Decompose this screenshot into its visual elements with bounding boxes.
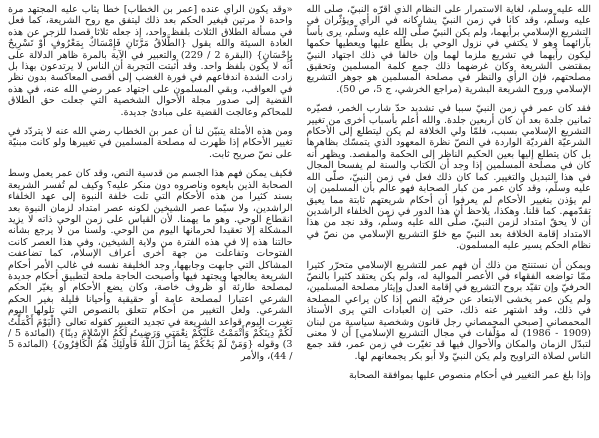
text-column-left [307, 4, 592, 438]
paragraph: ويمكن أن نستنتج من ذلك أن فهم عمر للتشريع الإسلامي متحرّر كثيرا ممّا تواضعه الفقهاء في الأعصر الموالية له، ولم يكن يعتقد كثيرا بالنصّ الحرفيّ وإن تقيّد بروح التشريع في إقامة العدل وإيثار مصلحة المسلمين، ولم يكن عمر يخشى الابتعاد عن حرفيّة النص إذا كان يراعي المصلحة في ذلك، وقد اشتهر عنه ذلك، حتى إن العبادات التي يرى الأستاذ المحمصاني [صبحي المحمصاني رجل قانون وشخصية سياسية من لبنان (1909 - 1986) له مؤلّفات في مجال التشريع الإسلامي] أن لا معنى لتبدّل الزمان والمكان والأحوال فيها قد تغيّرت في زمن عمر، فقد جمع الناس لصلاة التراويح ولم يكن النبيّ ولا أبو بكر يجمعانهم لها. [306, 259, 591, 362]
paragraph: فكيف يمكن فهم هذا الجسم من قدسية النص، وقد كان عمر يعمل وسط الصحابة الذين بايعوه وناصروه دون منكر عليه؟ وكيف لم تُفسر الشريعة بسند كثيرا من هذه الأحكام التي تلت خلفة النبوة إلى عهد الخلفاء الراشدين، ولا سيّما عصر الشيخين لكونه عصر امتداد لزمان النبوة بعد انقطاع الوحي. وهو ما يهمنا. لأن القياس على زمن الوحي ذاته لا يزيد المشكلة إلا تعقيدا لحرمانها اليوم من الوحي. ولسنا من لا يرجع بشأنه حالتنا هذه إلا في هذه الفترة من ولاية الشيخين، وفي هذا العصر كانت الفتوحات وتفاعلت من جهة أخرى أعراف الإسلام، كما تضاعفت المشاكل التي جابهت وجابهها، وجد الخليفة نفسه في غالب الأمر أحكام الشريعة يعالجها ويجتهد فيها وأصبحت الحاجة ملحة لتطبيق أحكام جديدة لمصلحة طارئة أو ظروف خاصة، وكان يضع الأحكام أو يغيّر الحكم الشرعي اعتبارا لمصلحة عامة أو حقيقية وأحيانا قليلة بغير الحكم الشرعي. ولعل التغيير من أحكام تتعلق بالنصوص التي تلولها اليوم تغيرت اليوم قواعد الشريعة في تجديد التعبير كقوله تعالى {الْيَوْمَ أَكْمَلْتُ لَكُمْ دِينَكُمْ وَأَتْمَمْتُ عَلَيْكُمْ نِعْمَتِي وَرَضِيتُ لَكُمُ الإِسْلامَ دِينًا} (المائدة 5 / 3) وقوله {وَمَنْ لَمْ يَحْكُمْ بِمَا أَنزَلَ اللَّهُ فَأُولَئِكَ هُمُ الْكَافِرُونَ} (المائدة 5 / 44)، والأمر [8, 168, 293, 362]
paragraph: ومن هذه الأمثلة يتبيّن لنا أن عمر بن الخطاب رضي الله عنه لا يتردّد في تغيير الأحكام إذا ظهرت له مصلحة المسلمين في تغييرها ولو كانت مبنيّة على نصّ صريح ثابت. [8, 126, 293, 160]
paragraph: وإذا بلغ عمر التغيير في أحكام منصوص عليها بموافقة الصحابة [348, 370, 591, 382]
text-column-right [8, 4, 293, 438]
paragraph: فقد كان عمر في زمن النبيّ سببا في تشديد حدّ شارب الخمر، فصيّره ثمانين جلدة بعد أن كان أربعين جلدة. والله أعلم بأسباب أخرى من تغيير التشريع الإسلامي بسبب، فلمّا ولي الخلافة لم يكن ليتطلع إلى الأحكام الشرعيّة الفرديّة الواردة في النصّ نظرة المعهود الذي يتمسّك بظاهرها بل كان يتطلع إليها بعين الحكيم الناظر إلى الحكمة والمقصد. ويظهر أنه كان في مصلحة المسلمين إذا وجد أن الكتاب والسنة لم يفسحا المجال في هذا التبديل والتغيير. كما كان ذلك فعل في زمن النبيّ، صلّى الله عليه وسلّم، وقد كان عمر من كبار الصحابة فهو عالم بأن المسلمين إن لم يؤذن بتغيير الأحكام لم يعرفوا أن أحكام شريعتهم ثابتة مما يعيق تقدّمهم. كما قلنا. وهكذا، يلاحظ أن هذا الدور في زمن الخلفاء الراشدين أن لا يحقّ امتداد لزمن النبيّ، صلّى الله عليه وسلّم، وقد نجد من هذا الامتداد إقامة الخلافة بعد النبيّ مع خلوّ التشريع الإسلامي من نصّ في نظام الحكم يسير عليه المسلمون. [306, 103, 591, 252]
paragraph: «وقد يكون الرأي عنده [عمر بن الخطاب] خطأ يثاب عليه المجتهد مرة واحدة لا مرتين فيغير الحكم بعد ذلك ليتفق مع روح الشريعة، كما فعل في مسألة الطلاق الثلاث بلفظ واحد، إذ جعله ثلاثا قصدا للزجر عن هذه العادة السيئة والله يقول {الطَّلاقُ مَرَّتَانِ فَإِمْسَاكٌ بِمَعْرُوفٍ أَوْ تَسْرِيحٌ بِإِحْسَانٍ} (البقرة 2 / 229) والتعبير في الآية بالمرة ظاهر الدلالة على أنه لا يكون بلفظ واحد. وقد أثبتت التجربة أن الناس لا يرتدعون بهذا بل زادت الشدة اندفاعهم في فورة الغضب إلى أقصى المعاكسة بدون نظر في العواقب، وبقي المسلمون على اجتهاد عمر رضي الله عنه، في هذه القضية إلى صدور مجلة الأحوال الشخصية التي جعلت حق الطلاق للمحاكم وعالجت القضية على مبادئ جديدة. [8, 4, 293, 118]
paragraph: الله عليه وسلّم، لغاية الاستمرار على النظام الذي أقرّه النبيّ، صلّى الله عليه وسلّم، وقد كانا في زمن النبيّ يشاركانه في الرأي ويؤثّران في التشريع الإسلامي برأيهما، ولم يكن النبيّ صلّى الله عليه وسلّم، يرى بأساً بآرائهما وهو لا يكتفي في نزول الوحي بل يطّلع عليها ويعطيها حكمها ليكون رأيهما في تشريع ملزما لهما وإن خالفا في ذلك اجتهاد النبيّ بمقتضى الشريعة وكان غرضهما ذلك جمع كلمة المسلمين وتحقيق مصلحتهم، فإن الرأي والنظر في مصلحة المسلمين هو جوهر التشريع الإسلامي وروح الشريعة البشرية (مراجع الخرشي، ج 5، ص 50). [306, 4, 591, 95]
